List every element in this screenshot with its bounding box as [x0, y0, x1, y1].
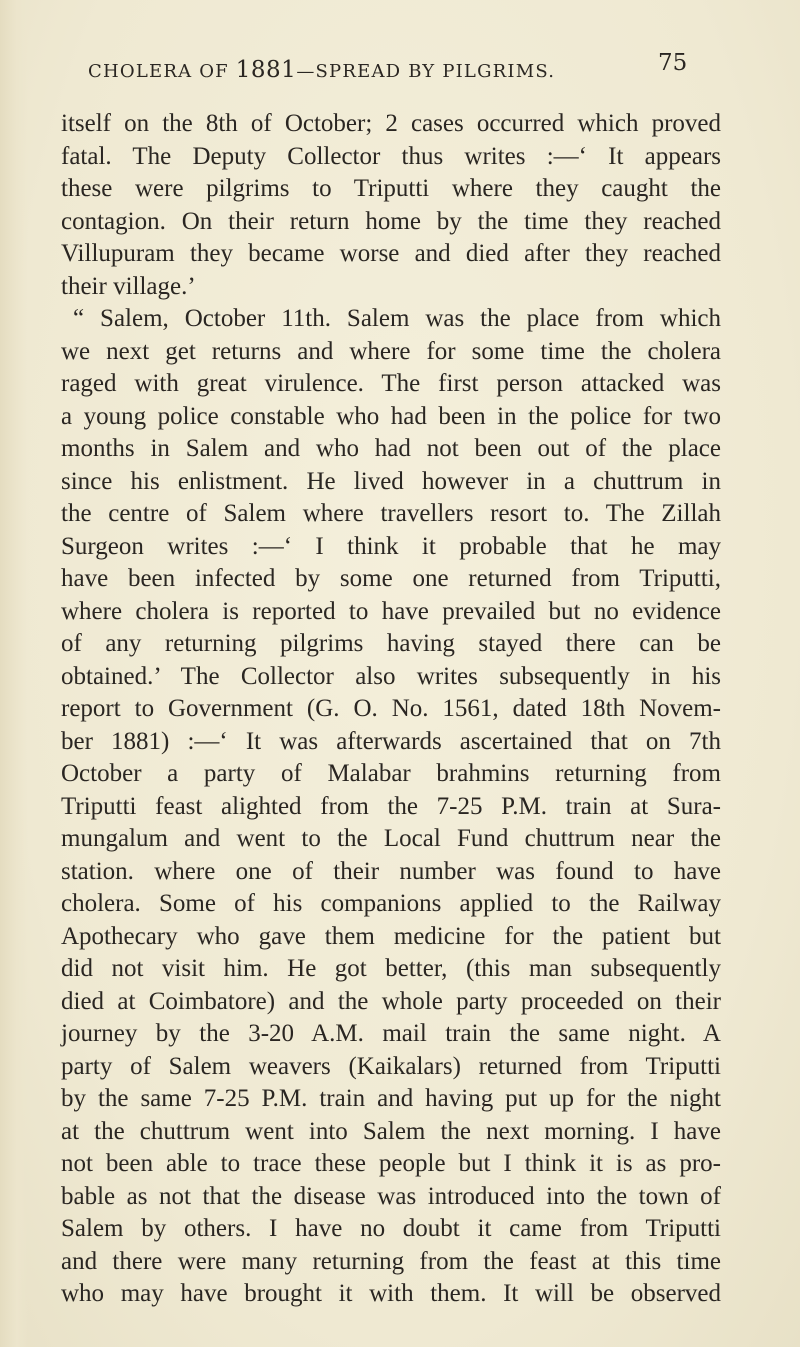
text-line: ber 1881) :—‘ It was afterwards ascertained that on 7th — [61, 727, 721, 755]
text-line: their village.’ — [61, 272, 196, 300]
text-line: Salem by others. I have no doubt it came from Triputti — [61, 1215, 721, 1242]
text-line: and there were many returning from the feast at this time — [61, 1247, 721, 1275]
text-line: Villupuram they became worse and died after they reached — [61, 240, 721, 267]
text-line: these were pilgrims to Triputti where they caught the — [61, 175, 721, 202]
text-line: “ Salem, October 11th. Salem was the place from which — [73, 305, 721, 332]
text-line: we next get returns and where for some time the cholera — [61, 337, 721, 365]
text-line: Apothecary who gave them medicine for the patient but — [61, 922, 721, 950]
running-head — [88, 57, 648, 87]
text-line: raged with great virulence. The first person attacked was — [61, 370, 721, 397]
text-line: did not visit him. He got better, (this man subsequently — [61, 955, 721, 982]
running-head-year: 1881 — [235, 57, 297, 83]
running-head-prefix: CHOLERA OF — [88, 61, 236, 82]
text-line: Triputti feast alighted from the 7-25 P.M. train at Sura- — [61, 792, 721, 820]
text-line: months in Salem and who had not been out of the place — [61, 435, 721, 462]
page-gutter-shadow — [0, 0, 28, 1347]
text-line: who may have brought it with them. It will be observed — [61, 1280, 721, 1307]
text-line: at the chuttrum went into Salem the next morning. I have — [61, 1117, 721, 1145]
text-line: the centre of Salem where travellers resort to. The Zillah — [61, 500, 721, 527]
text-line: cholera. Some of his companions applied to the Railway — [61, 890, 721, 917]
text-line: journey by the 3-20 A.M. mail train the same night. A — [61, 1020, 721, 1047]
text-line: obtained.’ The Collector also writes subsequently in his — [61, 662, 721, 690]
text-line: a young police constable who had been in the police for two — [61, 402, 721, 430]
text-line: of any returning pilgrims having stayed there can be — [61, 630, 721, 657]
text-line: fatal. The Deputy Collector thus writes :—‘ It appears — [61, 142, 721, 170]
running-head-suffix: —SPREAD BY PILGRIMS. — [296, 61, 556, 82]
text-line: contagion. On their return home by the time they reached — [61, 207, 721, 235]
text-line: by the same 7-25 P.M. train and having put up for the night — [61, 1085, 721, 1112]
text-line: station. where one of their number was found to have — [61, 857, 721, 885]
text-line: died at Coimbatore) and the whole party proceeded on their — [61, 987, 721, 1015]
text-line: have been infected by some one returned from Triputti, — [61, 565, 721, 592]
text-line: report to Government (G. O. No. 1561, dated 18th Novem- — [61, 695, 721, 722]
text-line: bable as not that the disease was introduced into the town of — [61, 1182, 721, 1210]
text-line: October a party of Malabar brahmins returning from — [61, 760, 721, 787]
body-text — [61, 108, 721, 1311]
text-line: not been able to trace these people but I think it is as pro- — [61, 1150, 721, 1177]
text-line: where cholera is reported to have prevailed but no evidence — [61, 597, 721, 625]
text-line: Surgeon writes :—‘ I think it probable that he may — [61, 532, 721, 560]
text-line: itself on the 8th of October; 2 cases occurred which proved — [61, 110, 721, 137]
text-line: since his enlistment. He lived however in a chuttrum in — [61, 467, 721, 495]
page-number: 75 — [658, 50, 688, 76]
text-line: party of Salem weavers (Kaikalars) returned from Triputti — [61, 1052, 721, 1080]
text-line: mungalum and went to the Local Fund chuttrum near the — [61, 825, 721, 852]
